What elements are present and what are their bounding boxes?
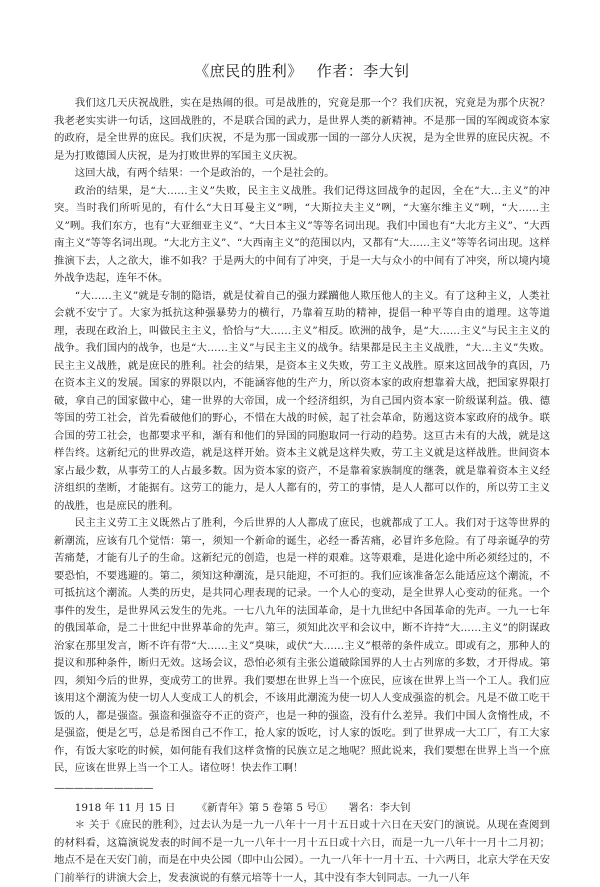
paragraph: 政治的结果，是“大……主义”失败，民主主义战胜。我们记得这回战争的起因，全在“大…主义”的冲突。当时我们所听见的，有什么“大日耳曼主义”咧，“大斯拉夫主义”咧，“大塞尔维主义”咧，“大……主义”咧。我们东方，也有“大亚细亚主义”、“大日本主义”等等名词出现。我们中国也有“大北方主义”、“大西南主义”等等名词出现。“大北方主义”、“大西南主义”的范围以内，又都有“大……主义”等等名词出现。这样推演下去，人之欲大，谁不如我？于是两大的中间有了冲突，于是一大与众小的中间有了冲突，所以境内境外战争迭起，连年不休。 [54, 184, 550, 284]
paragraph: 这回大战，有两个结果：一个是政治的，一个是社会的。 [74, 167, 335, 179]
author-line: 作者：李大钊 [316, 62, 410, 80]
source-date: 1918 年 11 月 15 日 [74, 801, 176, 814]
paragraph: 我们这几天庆祝战胜，实在是热闹的很。可是战胜的，究竟是那一个？我们庆祝，究竟是为那个庆祝？我老老实实讲一句话，这回战胜的，不是联合国的武力，是世界人类的新精神。不是那一国的军阀或资本家的政府，是全世界的庶民。我们庆祝，不是为那一国或那一国的一部分人庆祝，是为全世界的庶民庆祝。不是为打败德国人庆祝，是为打败世界的军国主义庆祝。 [54, 97, 550, 162]
title-text: 《庶民的胜利》 [194, 62, 303, 80]
source-journal: 《新青年》第 5 卷第 5 号① [196, 801, 328, 814]
source-line [54, 800, 550, 818]
separator-line: —————————— [54, 781, 153, 794]
source-signature: 署名：李大钊 [348, 801, 411, 814]
paragraph: “大……主义”就是专制的隐语，就是仗着自己的强力蹂躏他人欺压他人的主义。有了这种主义，人类社会就不安宁了。大家为抵抗这种强暴势力的横行，乃靠着互助的精神，提倡一种平等自由的道理。这等道理，表现在政治上，叫做民主主义，恰恰与“大……主义”相反。欧洲的战争，是“大……主义”与民主主义的战争。我们国内的战争，也是“大……主义”与民主主义的战争。结果都是民主主义战胜，“大…主义”失败。民主主义战胜，就是庶民的胜利。社会的结果，是资本主义失败，劳工主义战胜。原来这回战争的真因，乃在资本主义的发展。国家的界限以内，不能涵容他的生产力，所以资本家的政府想靠着大战，把国家界限打破，拿自己的国家做中心，建一世界的大帝国，成一个经济组织，为自己国内资本家一阶级谋利益。俄、德等国的劳工社会，首先看破他们的野心，不惜在大战的时候，起了社会革命，防遏这资本家政府的战争。联合国的劳工社会，也都要求平和，渐有和他们的异国的同胞取同一行动的趋势。这亘古未有的大战，就是这样告终。这新纪元的世界改造，就是这样开始。资本主义就是这样失败，劳工主义就是这样战胜。世间资本家占最少数，从事劳工的人占最多数。因为资本家的资产，不是靠着家族制度的继袭，就是靠着资本主义经济组织的垄断，才能据有。这劳工的能力，是人人都有的，劳工的事情，是人人都可以作的，所以劳工主义的战胜，也是庶民的胜利。 [54, 289, 550, 512]
paragraph: 民主主义劳工主义既然占了胜利，今后世界的人人都成了庶民，也就都成了工人。我们对于这等世界的新潮流，应该有几个觉悟：第一，须知一个新命的诞生，必经一番苦痛，必冒许多危险。有了母亲诞孕的劳苦痛楚，才能有儿子的生命。这新纪元的创造，也是一样的艰难。这等艰难，是进化途中所必须经过的，不要恐怕，不要逃避的。第二，须知这种潮流，是只能迎，不可拒的。我们应该准备怎么能适应这个潮流，不可抵抗这个潮流。人类的历史，是共同心理表现的记录。一个人心的变动，是全世界人心变动的征兆。一个事件的发生，是世界风云发生的先兆。一七八九年的法国革命，是十九世纪中各国革命的先声。一九一七年的俄国革命，是二十世纪中世界革命的先声。第三，须知此次平和会议中，断不许持“大……主义”的阴谋政治家在那里发言，断不许有带“大……主义”臭味，或伏“大……主义”根蒂的条件成立。即或有之，那种人的提议和那种条件，断归无效。这场会议，恐怕必须有主张公道破除国界的人士占列席的多数，才开得成。第四，须知今后的世界，变成劳工的世界。我们要想在世界上当一个庶民，应该在世界上当一个工人。我们应该用这个潮流为使一切人人变成工人的机会，不该用此潮流为使一切人人变成强盗的机会。凡是不做工吃干饭的人，都是强盗。强盗和强盗夺不正的资产，也是一种的强盗，没有什么差异。我们中国人贪惰性成，不是强盗，便是乞丐，总是希图自己不作工，抢人家的饭吃，讨人家的饭吃。到了世界成一大工厂，有工大家作，有饭大家吃的时候，如何能有我们这样贪惰的民族立足之地呢？照此说来，我们要想在世界上当一个庶民，应该在世界上当一个工人。诸位呀！快去作工啊！ [54, 517, 550, 774]
footnote: ＊ 关于《庶民的胜利》，过去认为是一九一八年十一月十五日或十六日在天安门的演说。从现在查阅到的材料看，这篇演说发表的时间不是一九一八年十一月十五日或十六日，而是一九一八年十一月十二月初；地点不是在天安门前，而是在中央公园（即中山公园）。一九一八年十一月十五、十六两日，北京大学在天安门前举行的讲演大会上，发表演说的有蔡元培等十一人，其中没有李大钊同志。一九一八年 [54, 819, 550, 884]
document-title [54, 60, 550, 81]
